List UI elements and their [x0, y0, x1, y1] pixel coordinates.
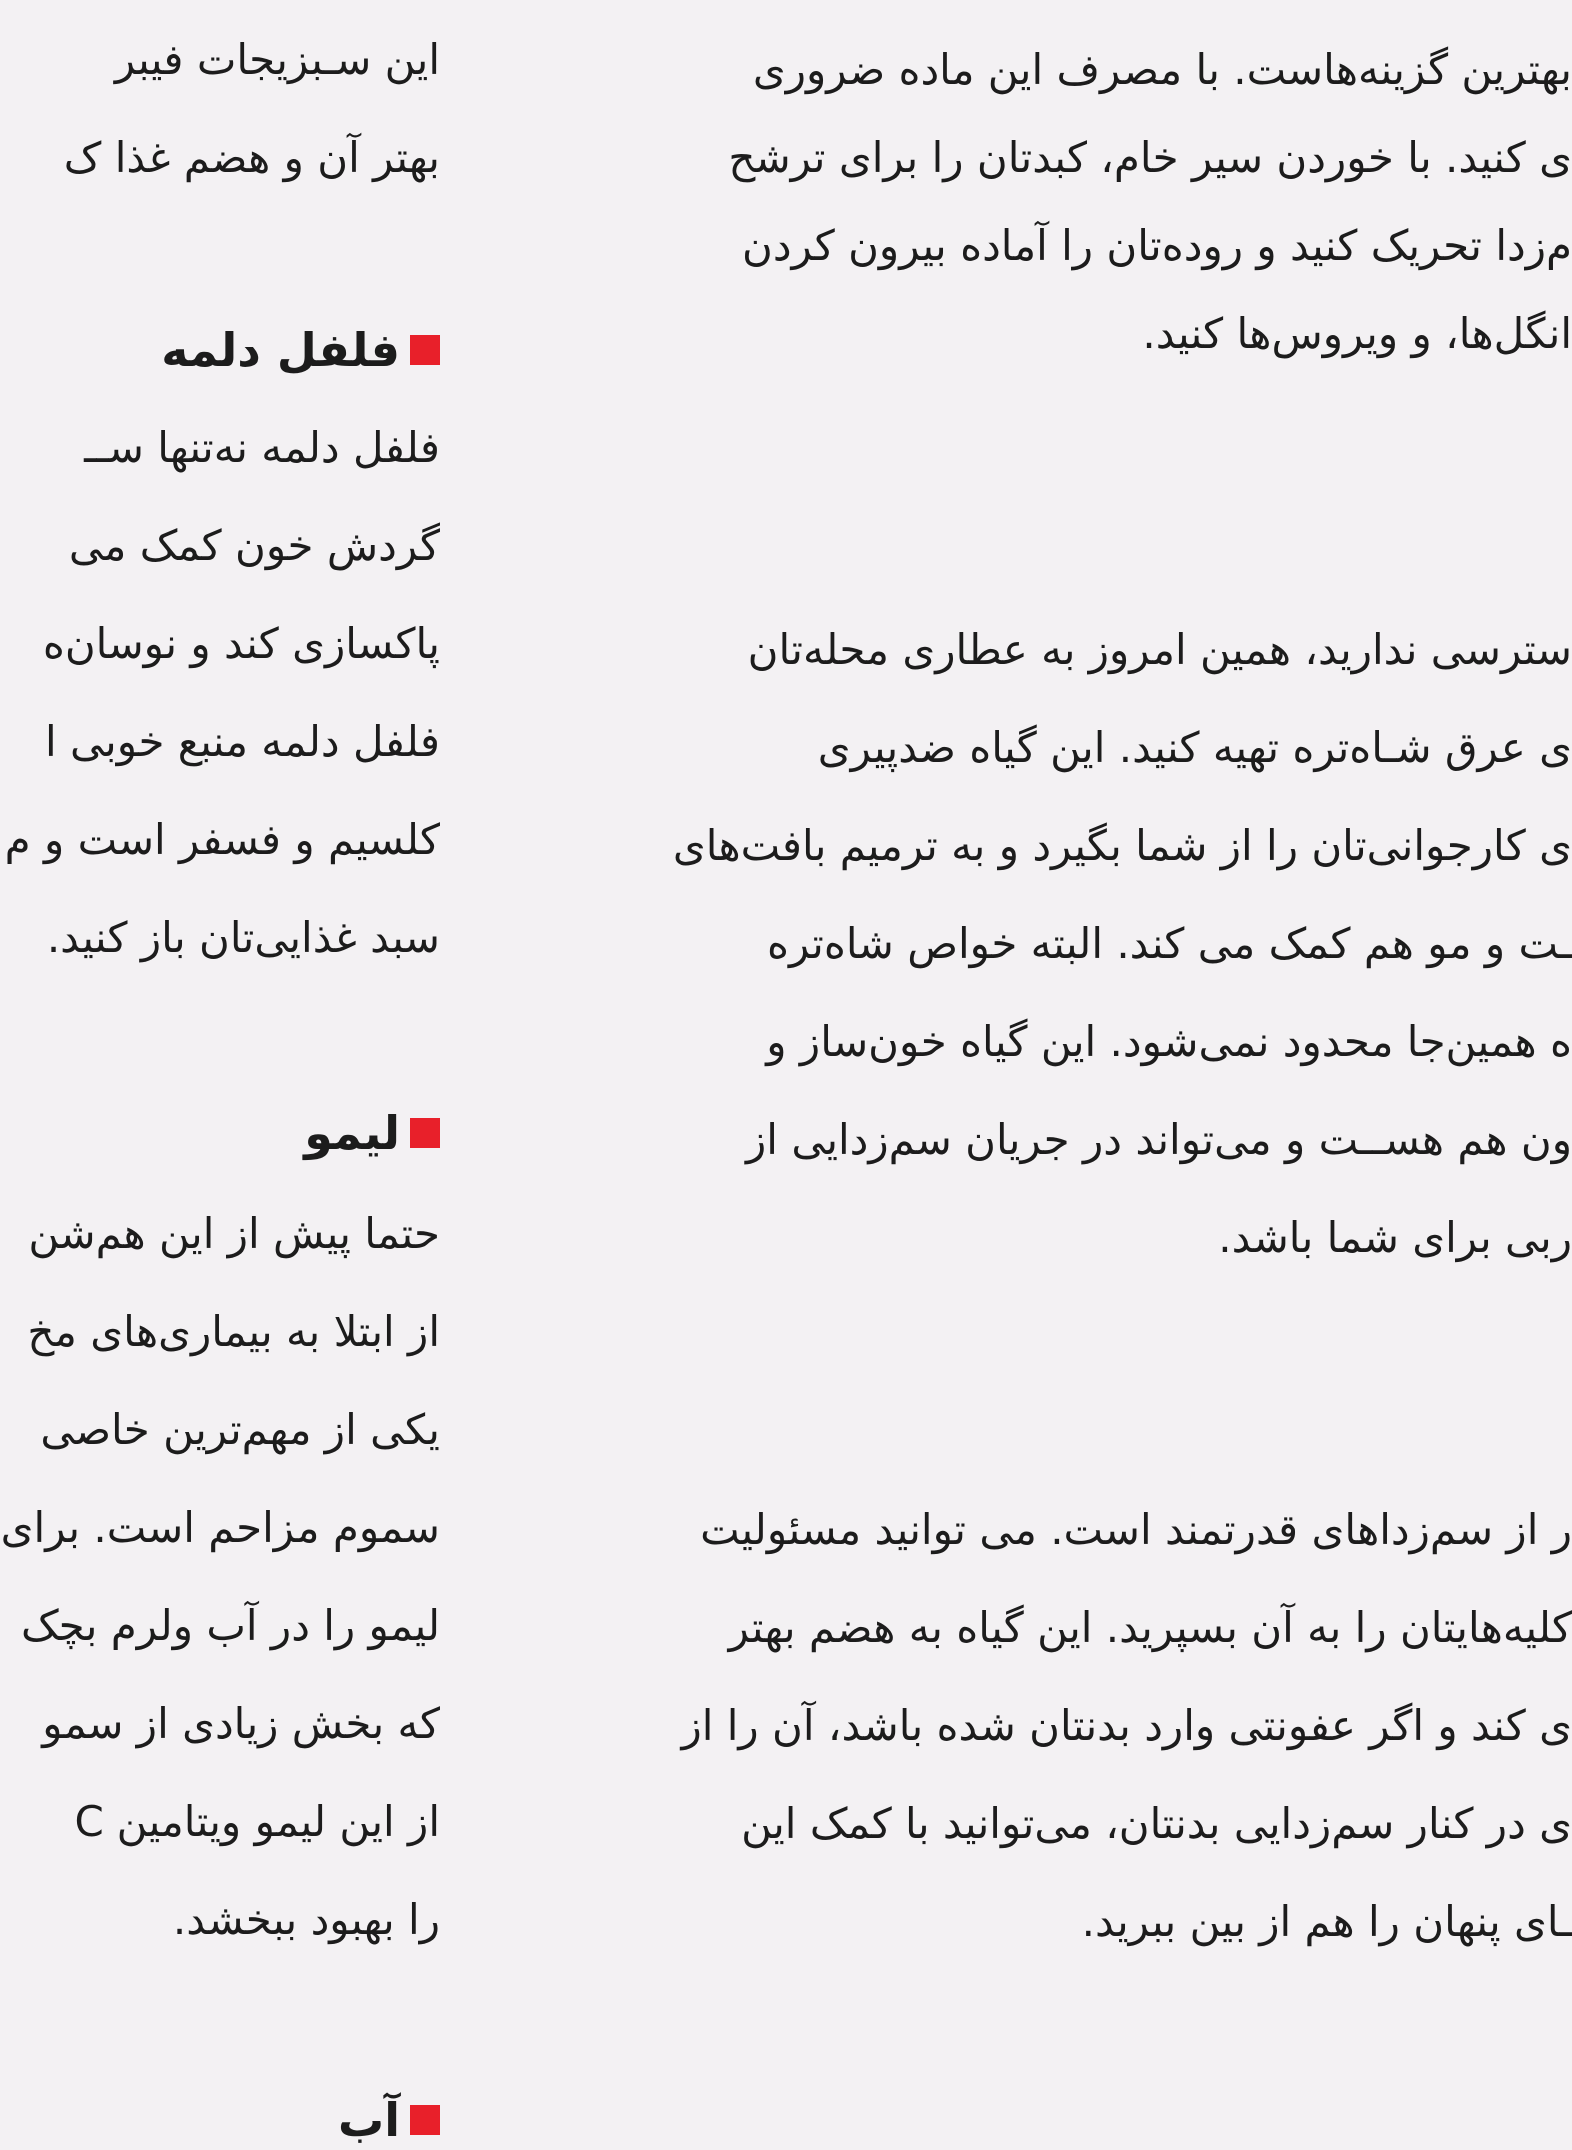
pepper-line: فلفل دلمه منبع خوبی ا: [45, 717, 440, 766]
section-title: فلفل دلمه: [161, 323, 400, 377]
left-column: [0, 0, 440, 2147]
pepper-line: کلسیم و فسفر است و م: [4, 815, 440, 864]
right-block1-line: انگل‌ها، و ویروس‌ها کنید.: [1142, 309, 1572, 358]
right-block3-line: ی کند و اگر عفونتی وارد بدنتان شده باشد، آن را از: [681, 1701, 1572, 1750]
right-block2-line: ه همین‌جا محدود نمی‌شود. این گیاه خون‌ساز و: [766, 1017, 1572, 1066]
lemon-line: حتما پیش از این هم‌شن: [28, 1209, 440, 1258]
right-block1-line: م‌زدا تحریک کنید و روده‌تان را آماده بیرون کردن: [742, 221, 1572, 270]
left-intro-line: بهتر آن و هضم غذا ک: [63, 133, 440, 182]
lemon-line: لیمو را در آب ولرم بچک: [21, 1601, 440, 1650]
lemon-line: از این لیمو ویتامین C: [74, 1797, 440, 1846]
red-square-bullet-icon: [410, 335, 440, 365]
section-heading-pepper: [161, 320, 440, 380]
right-block3-line: کلیه‌هایتان را به آن بسپرید. این گیاه به هضم بهتر: [728, 1603, 1572, 1652]
right-block3-line: ر از سم‌زداهای قدرتمند است. می توانید مسئولیت: [700, 1505, 1572, 1554]
pepper-line: گردش خون کمک می: [68, 521, 440, 570]
right-block1-line: ی کنید. با خوردن سیر خام، کبدتان را برای ترشح: [728, 133, 1572, 182]
right-block3-line: ی در کنار سم‌زدایی بدنتان، می‌توانید با کمک این: [741, 1799, 1572, 1848]
section-title: آب: [338, 2093, 400, 2147]
pepper-line: فلفل دلمه نه‌تنها ســ: [84, 423, 440, 472]
lemon-line: که بخش زیادی از سمو: [42, 1699, 440, 1748]
section-title: لیمو: [304, 1106, 400, 1160]
right-block2-line: ستر‌سی ندارید، همین امروز به عطاری محله‌تان: [747, 625, 1572, 674]
lemon-line: سموم مزاحم است. برای: [0, 1503, 440, 1552]
right-block1-line: بهترین گزینه‌هاست. با مصرف این ماده ضروری: [752, 45, 1572, 94]
right-block3-line: ـای پنهان را هم از بین ببرید.: [1081, 1897, 1572, 1946]
lemon-line: را بهبود ببخشد.: [172, 1895, 440, 1944]
red-square-bullet-icon: [410, 2105, 440, 2135]
pepper-line: سبد غذایی‌تان باز کنید.: [46, 913, 440, 962]
section-heading-lemon: [304, 1103, 440, 1163]
right-block2-line: ربی برای شما باشد.: [1218, 1213, 1572, 1262]
right-block2-line: ی کارجوانی‌تان را از شما بگیرد و به ترمیم بافت‌های: [672, 821, 1572, 870]
right-block2-line: ـت و مو هم کمک می کند. البته خواص شاه‌تره: [766, 919, 1572, 968]
lemon-line: از ابتلا به بیماری‌های مخ: [27, 1307, 440, 1356]
section-heading-water: [338, 2090, 440, 2150]
red-square-bullet-icon: [410, 1118, 440, 1148]
right-block2-line: ی عرق شـاه‌تره تهیه کنید. این گیاه ضدپیری: [817, 723, 1572, 772]
right-column: [560, 0, 1572, 2134]
pepper-line: پاکسازی کند و نوسان‌ه: [42, 619, 440, 668]
lemon-line: یکی از مهم‌ترین خاصی: [40, 1405, 440, 1454]
left-intro-line: این سـبزیجات فیبر: [114, 35, 440, 84]
right-block2-line: ون هم هســت و می‌تواند در جریان سم‌زدایی از: [746, 1115, 1572, 1164]
